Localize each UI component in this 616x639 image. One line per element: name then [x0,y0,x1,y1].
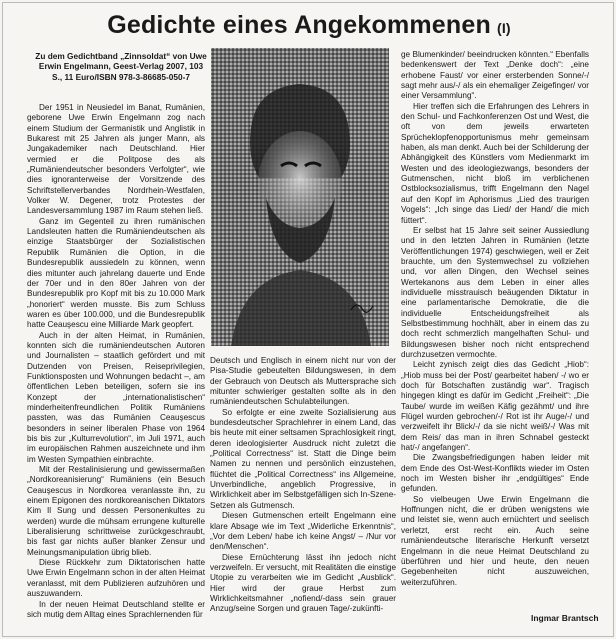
right-column [401,50,589,587]
article-headline [3,11,615,40]
headline-part: (I) [496,20,511,36]
left-column [27,103,205,633]
paragraph: Der 1951 in Neusiedel im Banat, Rumänien, geborene Uwe Erwin Engelmann zog nach einem Studium der Germanistik und Anglistik in Bukarest mit 25 Jahren als junger Mann, als Jungakademiker nach Deutschland. Hier vermied er die Politpose des als „Rumäniendeutscher besonders Verfolgter“, wie dies ignoranterweise der Vorsitzende des Schriftstellerverbandes Nordrhein-Westfalen, Volker W. Degener, trotz Protestes der Landesversammlung 1987 im Raum stehen ließ. [27,103,205,216]
paragraph: Auch in der alten Heimat, in Rumänien, konnten sich die rumäniendeutschen Autoren und Journalisten – staatlich gefördert und mit Dutzenden von Preisen, Reiseprivilegien, Funktionsposten und Wohnungen bedacht –, am öffentlichen Leben beteiligen, sofern sie ins Konzept der „internationalistischen“ minderheitenfreundlichen Politik Rumäniens passten, was das Rumänien Ceauşescus besonders in seiner liberalen Phase von 1964 bis bis zur „Kulturrevolution“, im Juli 1971, auch im europäischen Rahmen auszeichnete und ihm im Westen Sympathien einbrachte. [27,330,205,464]
paragraph: Ganz im Gegenteil zu ihren rumänischen Landsleuten hatten die Rumäniendeutschen als einzige Staatsbürger der Sozialistischen Republik Rumänien die Option, in die Bundesrepublik aussiedeln zu können, wenn dies mitunter auch jahrelang dauerte und Ende der 70er und in den 80er Jahren von der Bundesrepublik pro Kopf mit bis zu 10.000 Mark „honoriert“ werden musste. Bis zum Schluss waren es über 100.000, und die Bundesrepublik hatte Ceauşescu eine Milliarde Mark geopfert. [27,216,205,330]
middle-column [210,356,396,638]
paragraph: In der neuen Heimat Deutschland stellte er sich mutig dem Alltag eines Sprachlernenden für [27,599,205,619]
paragraph: Die Zwangsbefriedigungen haben leider mit dem Ende des Ost-West-Konflikts wieder im Osten noch im Westen bisher ihr „endgültiges“ Ende gefunden. [401,453,589,494]
paragraph: Mit der Restalinisierung und gewissermaßen „Nordkoreanisierung“ Rumäniens (ein Besuch Ceauşescus in Nordkorea veranlasste ihn, zu einem Epigonen des nordkoreanischen Diktators Kim Il Sung und dessen Personenkultes zu werden) wurde die mühsam errungene kulturelle Liberalisierung schrittweise zurückgeschraubt, bis fast gar nichts außer blanker Zensur und Meinungsmanipulation übrig blieb. [27,465,205,557]
book-info: Zu dem Gedichtband „Zinnsoldat“ von Uwe Erwin Engelmann, Geest-Verlag 2007, 103 S., 11 Euro/ISBN 978-3-86685-050-7 [35,51,207,82]
paragraph: Deutsch und Englisch in einem nicht nur von der Pisa-Studie gebeutelten Bildungswesen, in dem der Gebrauch von Deutsch als Muttersprache sich mitunter schwieriger gestalten sollte als in den rumäniendeutschen Schulabteilungen. [210,356,396,407]
paragraph: Hier treffen sich die Erfahrungen des Lehrers in den Schul- und Fachkonferenzen Ost und West, die oft von dem jeweils erwarteten Sprücheklopfenopportunismus mehr gemeinsam haben, als man denkt. Auch bei der Schilderung der Abhängigkeit des Künstlers vom Medienmarkt im Westen und des ideologiezwangs, besonders der Gutmenschen, nicht bloß im verblichenen Ostblocksozialismus, trifft Engelmann den Nagel auf den Kopf im Aphorismus „Lied des traurigen Vogels“: „Ich singe das Lied/ der Hand/ die mich füttert“. [401,101,589,225]
paragraph: Diesen Gutmenschen erteilt Engelmann eine klare Absage wie im Text „Widerliche Erkenntnis“, „Vor dem Leben/ habe ich keine Angst/ – /Nur vor den/Menschen“. [210,511,396,552]
paragraph: Diese Rückkehr zum Diktatorischen hatte Uwe Erwin Engelmann schon in der alten Heimat veranlasst, mit dem Publizieren aufzuhören und auszuwandern. [27,558,205,599]
newspaper-clipping [2,2,614,637]
author-portrait-photo [211,48,389,346]
paragraph: ge Blumenkinder/ beeindrucken könnten.“ Ebenfalls bedenkenswert der Text „Denke doch“: „eine erhobene Faust/ vor einer ersterbenden Sonne/-/ sagt mehr aus/-/ als ein ehemaliger Zeigefinger/ vor einer Versammlung“. [401,50,589,101]
paragraph: Leicht zynisch zeigt dies das Gedicht „Hiob“: „Hiob muss bei der Post/ gearbeitet haben/ -/ wo er doch für Botschaften zuständig war“. Tragisch hingegen klingt es dafür im Gedicht „Freiheit“: „Die Taube/ wurde im weißen Käfig gezähmt/ und ihre Flügel wurden gebrochen/-/ Rot ist ihr Auge/-/ und verzweifelt ihr Blick/-/ da sie nicht weiß/-/ Was mit dem Reis/ das man in ihren Schnabel gesteckt hat/-/ angefangen“. [401,360,589,453]
paragraph: So vielbeugen Uwe Erwin Engelmann die Hoffnungen nicht, die er drüben wenigstens wie und leistet sie, wenn auch ernüchtert und seelisch verletzt, erst recht ein. Auch seine rumäniendeutsche literarische Herkunft versetzt Engelmann in die neue Heimat Deutschland zu überführen und hier und heute, den neuen Gegebenheiten nicht auszuweichen, weiterzuführen. [401,494,589,587]
headline-text: Gedichte eines Angekommenen [107,11,491,39]
portrait-silhouette [211,48,389,346]
author-byline: Ingmar Brantsch [531,613,599,623]
paragraph: Diese Ernüchterung lässt ihn jedoch nicht verzweifeln. Er versucht, mit Realitäten die einstige Utopie zu verarbeiten wie im Gedicht „Ausblick“. Hier wird der graue Herbst zum Wirklichkeitsmahner „nofiend/-dass sein grauer Anzug/seine Sorgen und grauen Tage/-zukünfti- [210,552,396,614]
paragraph: Er selbst hat 15 Jahre seit seiner Aussiedlung und in den letzten Jahren in Rumänien (letzte Veröffentlichungen 1974) geschwiegen, weil er Zeit brauchte, um den Systemwechsel zu vollziehen und, vor allen Dingen, den Wechsel seines Wertekanons aus dem Leben in einer alles individuelle misstrauisch beäugenden Diktatur in eine parlamentarische Demokratie, die die individuelle Entscheidungsfreiheit als Selbstbestimmung hochhält, aber in einem das zu doch recht schmerzlich mangelhaften Schul- und Bildungswesen bisher noch nicht entsprechend durchzusetzen vermochte. [401,225,589,359]
paragraph: So erfolgte er eine zweite Sozialisierung aus bundesdeutscher Sprachlehrer in einem Land, das bis heute mit einer seltsamen Sprachlosigkeit ringt, deren ideologisierter Ausdruck nicht zuletzt die „Political Correctness“ ist. Statt die Dinge beim Namen zu nennen und persönlich einzustehen, flüchtet die „Political Correctness“ ins Allgemeine, Unverbindliche, angeblich Progressive, in Wirklichkeit aber im Selbstgefälligen sich In-Szene-Setzen als Gutmensch. [210,407,396,510]
